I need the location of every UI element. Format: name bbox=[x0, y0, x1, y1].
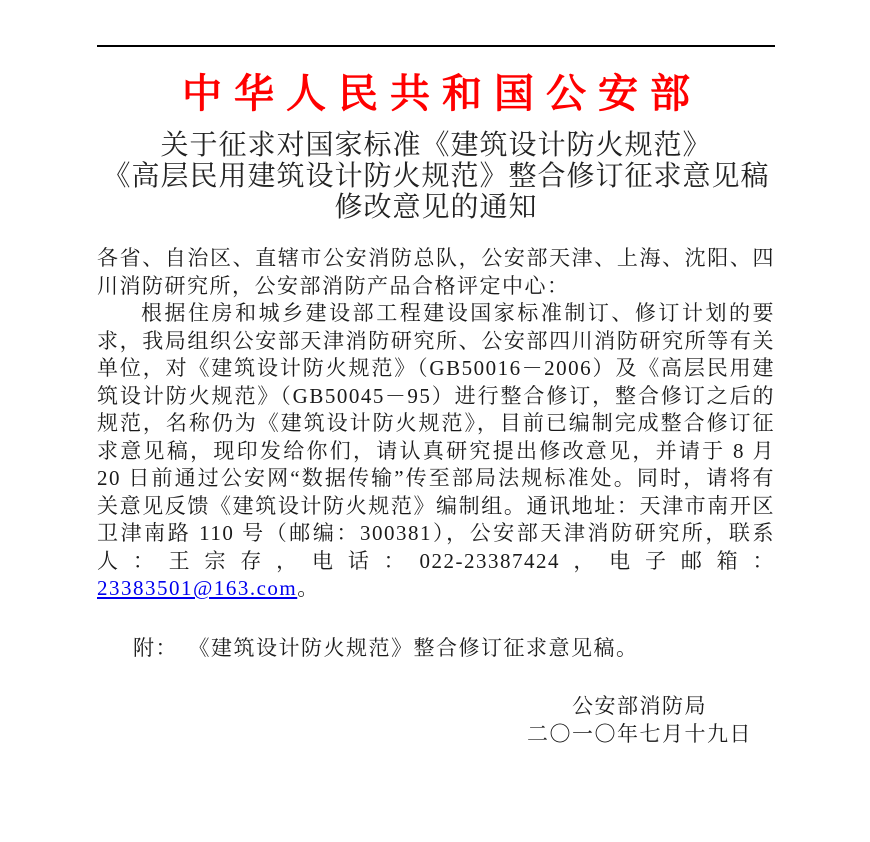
salutation: 各省、自治区、直辖市公安消防总队，公安部天津、上海、沈阳、四川消防研究所，公安部消防产品合格评定中心： bbox=[97, 246, 775, 298]
org-title: 中华人民共和国公安部 bbox=[182, 71, 702, 116]
paragraph-closing-period: 。 bbox=[297, 576, 320, 600]
email-link[interactable]: 23383501@163.com bbox=[97, 576, 298, 600]
doc-title-line-3: 修改意见的通知 bbox=[334, 192, 538, 223]
signature-block bbox=[527, 692, 752, 748]
attachment-label: 附： bbox=[133, 635, 178, 660]
header-rule bbox=[97, 45, 775, 47]
signature-org: 公安部消防局 bbox=[572, 694, 707, 718]
doc-title-line-2: 《高层民用建筑设计防火规范》整合修订征求意见稿 bbox=[102, 161, 770, 192]
doc-title bbox=[97, 130, 775, 223]
signature-date: 二〇一〇年七月十九日 bbox=[527, 722, 752, 746]
main-paragraph bbox=[97, 300, 775, 603]
attachment-text: 《建筑设计防火规范》整合修订征求意见稿。 bbox=[199, 635, 639, 660]
attachment-line bbox=[97, 635, 775, 663]
doc-title-line-1: 关于征求对国家标准《建筑设计防火规范》 bbox=[160, 130, 712, 161]
paragraph-text: 根据住房和城乡建设部工程建设国家标准制订、修订计划的要求，我局组织公安部天津消防研究所、公安部四川消防研究所等有关单位，对《建筑设计防火规范》（GB50016－2006）及《高层民用建筑设计防火规范》（GB50045－95）进行整合修订，整合修订之后的规范，名称仍为《建筑设计防火规范》，目前已编制完成整合修订征求意见稿，现印发给你们，请认真研究提出修改意见，并请于 8 月 20 日前通过公安网“数据传输”传至部局法规标准处。同时，请将有关意见反馈《建筑设计防火规范》编制组。通讯地址：天津市南开区卫津南路 110 号（邮编：300381），公安部天津消防研究所，联系人：王宗存，电话：022-23387424，电子邮箱： bbox=[97, 301, 775, 573]
